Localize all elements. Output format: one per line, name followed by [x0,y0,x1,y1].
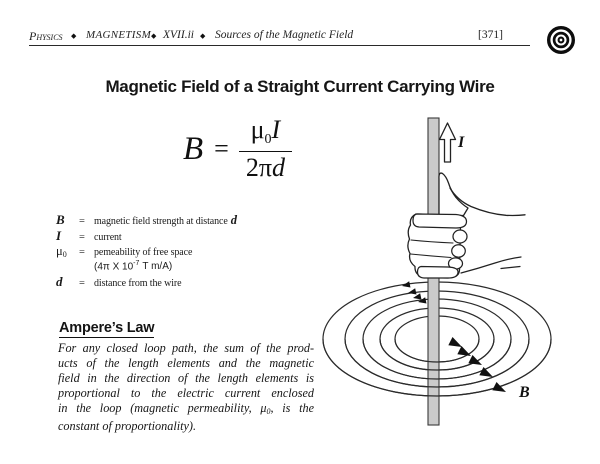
definition-row: B = magnetic field strength at distance d [56,212,237,227]
header-subject: MAGNETISM [86,29,152,41]
formula-lhs: B [183,130,204,167]
definition-text: current [94,232,122,243]
field-direction-arrows-front [448,337,508,396]
page-title: Magnetic Field of a Straight Current Carrying Wire [105,77,495,96]
bullseye-target-icon [546,25,576,55]
ampere-line-with-mu: in the loop (magnetic permeability, μ0, is the [58,401,314,417]
definition-row: I = current [56,228,237,244]
diamond-separator-icon: ◆ [200,32,206,40]
page-number: [371] [478,29,503,41]
definition-note-row [56,259,237,274]
diamond-separator-icon: ◆ [71,32,77,40]
thumb [439,173,468,215]
definition-symbol: μ0 [56,244,67,259]
index-finger [413,214,467,228]
definition-text: pemeability of free space [94,247,193,258]
current-label: I [458,134,465,151]
definition-symbol: I [56,228,62,243]
definition-text: distance from the wire [94,278,182,290]
symbol-definitions [56,212,237,290]
formula-denominator: 2πd [245,153,285,182]
definition-text: magnetic field strength at distance d [94,213,237,227]
definition-symbol: B [56,212,65,227]
pinky-finger [418,267,459,279]
field-label: B [519,384,530,401]
definition-row: d = distance from the wire [56,274,237,290]
definition-symbol: d [56,274,63,290]
ampere-law-paragraph: For any closed loop path, the sum of the prod- ucts of the length elements and the magnetic field in the direction of the length elements is proportional to the electric current enclosed in the loop (magnetic permeability, μ0, is the constant of proportionality). [58,341,314,434]
diamond-separator-icon: ◆ [151,32,157,40]
mu0-value-note: (4π X $10^{-7}$ T m/A) [94,260,173,273]
right-hand-rule-figure [320,110,600,440]
field-direction-arrows-back [401,281,426,305]
formula-numerator: μ0I [250,115,281,147]
header-rule [29,45,530,46]
wrist-line [501,267,520,269]
fingertip [452,245,466,257]
gripping-hand [408,173,525,278]
definition-row: μ0 = pemeability of free space [56,244,237,259]
formula-equals: = [214,134,229,163]
ampere-law-heading: Ampere’s Law [59,320,155,336]
header-topic: Sources of the Magnetic Field [215,29,354,41]
fingertip [453,230,467,243]
current-direction-arrow-icon [440,123,456,162]
header-section-number: XVII.ii [163,29,194,41]
wrist-line [461,257,521,273]
header-course: Physics [29,29,63,43]
main-formula [183,117,292,181]
formula-fraction [239,117,292,181]
